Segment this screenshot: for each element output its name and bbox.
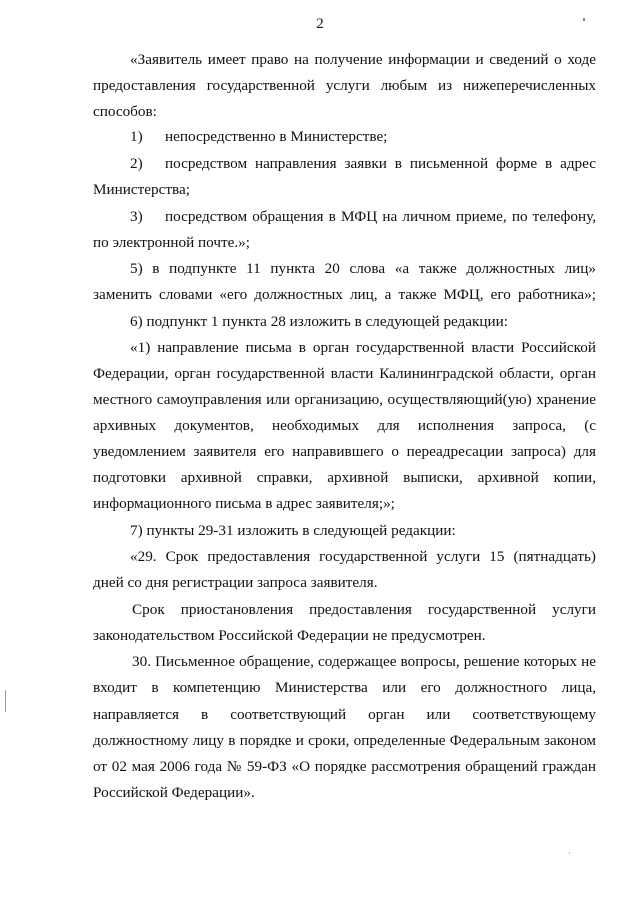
paragraph-line: по электронной почте.»; (93, 234, 250, 251)
scan-edge-mark (5, 690, 6, 712)
paragraph-line: «29. Срок предоставления государственной услуги 15 (пятнадцать) (130, 548, 596, 565)
paragraph-line: «Заявитель имеет право на получение информации и сведений о ходе (130, 51, 596, 68)
paragraph-line: предоставления государственной услуги любым из нижеперечисленных (93, 77, 596, 94)
paragraph-line: от 02 мая 2006 года № 59-ФЗ «О порядке рассмотрения обращений граждан (93, 758, 596, 775)
paragraph-line: Срок приостановления предоставления государственной услуги (132, 601, 596, 618)
paragraph-line: Федерации, орган государственной власти Калининградской области, орган (93, 365, 596, 382)
paragraph-line: 30. Письменное обращение, содержащее вопросы, решение которых не (132, 653, 596, 670)
list-item-text: непосредственно в Министерстве; (165, 128, 388, 145)
list-item-number: 1) (130, 128, 143, 145)
paragraph-line: законодательством Российской Федерации не предусмотрен. (93, 627, 486, 644)
paragraph-line: направляется в соответствующий орган или соответствующему (93, 706, 596, 723)
list-item-text: посредством обращения в МФЦ на личном приеме, по телефону, (165, 208, 596, 225)
paragraph-line: заменить словами «его должностных лиц, а также МФЦ, его работника»; (93, 286, 596, 303)
paragraph-line: архивных документов, необходимых для исполнения запроса, (с (93, 417, 596, 434)
paragraph-line: дней со дня регистрации запроса заявителя. (93, 574, 378, 591)
list-item-number: 3) (130, 208, 143, 225)
paragraph-line: 5) в подпункте 11 пункта 20 слова «а также должностных лиц» (130, 260, 596, 277)
paragraph-line: «1) направление письма в орган государственной власти Российской (130, 339, 596, 356)
paragraph-line: местного самоуправления или организацию, осуществляющий(ую) хранение (93, 391, 596, 408)
paragraph-line: входит в компетенцию Министерства или его должностного лица, (93, 679, 596, 696)
paragraph-line: способов: (93, 103, 157, 120)
paragraph-line: 6) подпункт 1 пункта 28 изложить в следующей редакции: (130, 313, 509, 330)
paragraph-line: информационного письма в адрес заявителя;»; (93, 495, 395, 512)
paragraph-line: Министерства; (93, 181, 190, 198)
page-number: 2 (316, 16, 324, 32)
paragraph-line: должностному лицу в порядке и сроки, определенные Федеральным законом (93, 732, 596, 749)
paragraph-line: подготовки архивной справки, архивной выписки, архивной копии, (93, 469, 596, 486)
paragraph-line: Российской Федерации». (93, 784, 255, 801)
list-item-number: 2) (130, 155, 143, 172)
paragraph-line: уведомлением заявителя его направившего о переадресации запроса) для (93, 443, 596, 460)
paragraph-line: 7) пункты 29-31 изложить в следующей редакции: (130, 522, 456, 539)
scan-speck (569, 852, 570, 854)
list-item-text: посредством направления заявки в письменной форме в адрес (165, 155, 596, 172)
scan-speck (583, 18, 585, 21)
